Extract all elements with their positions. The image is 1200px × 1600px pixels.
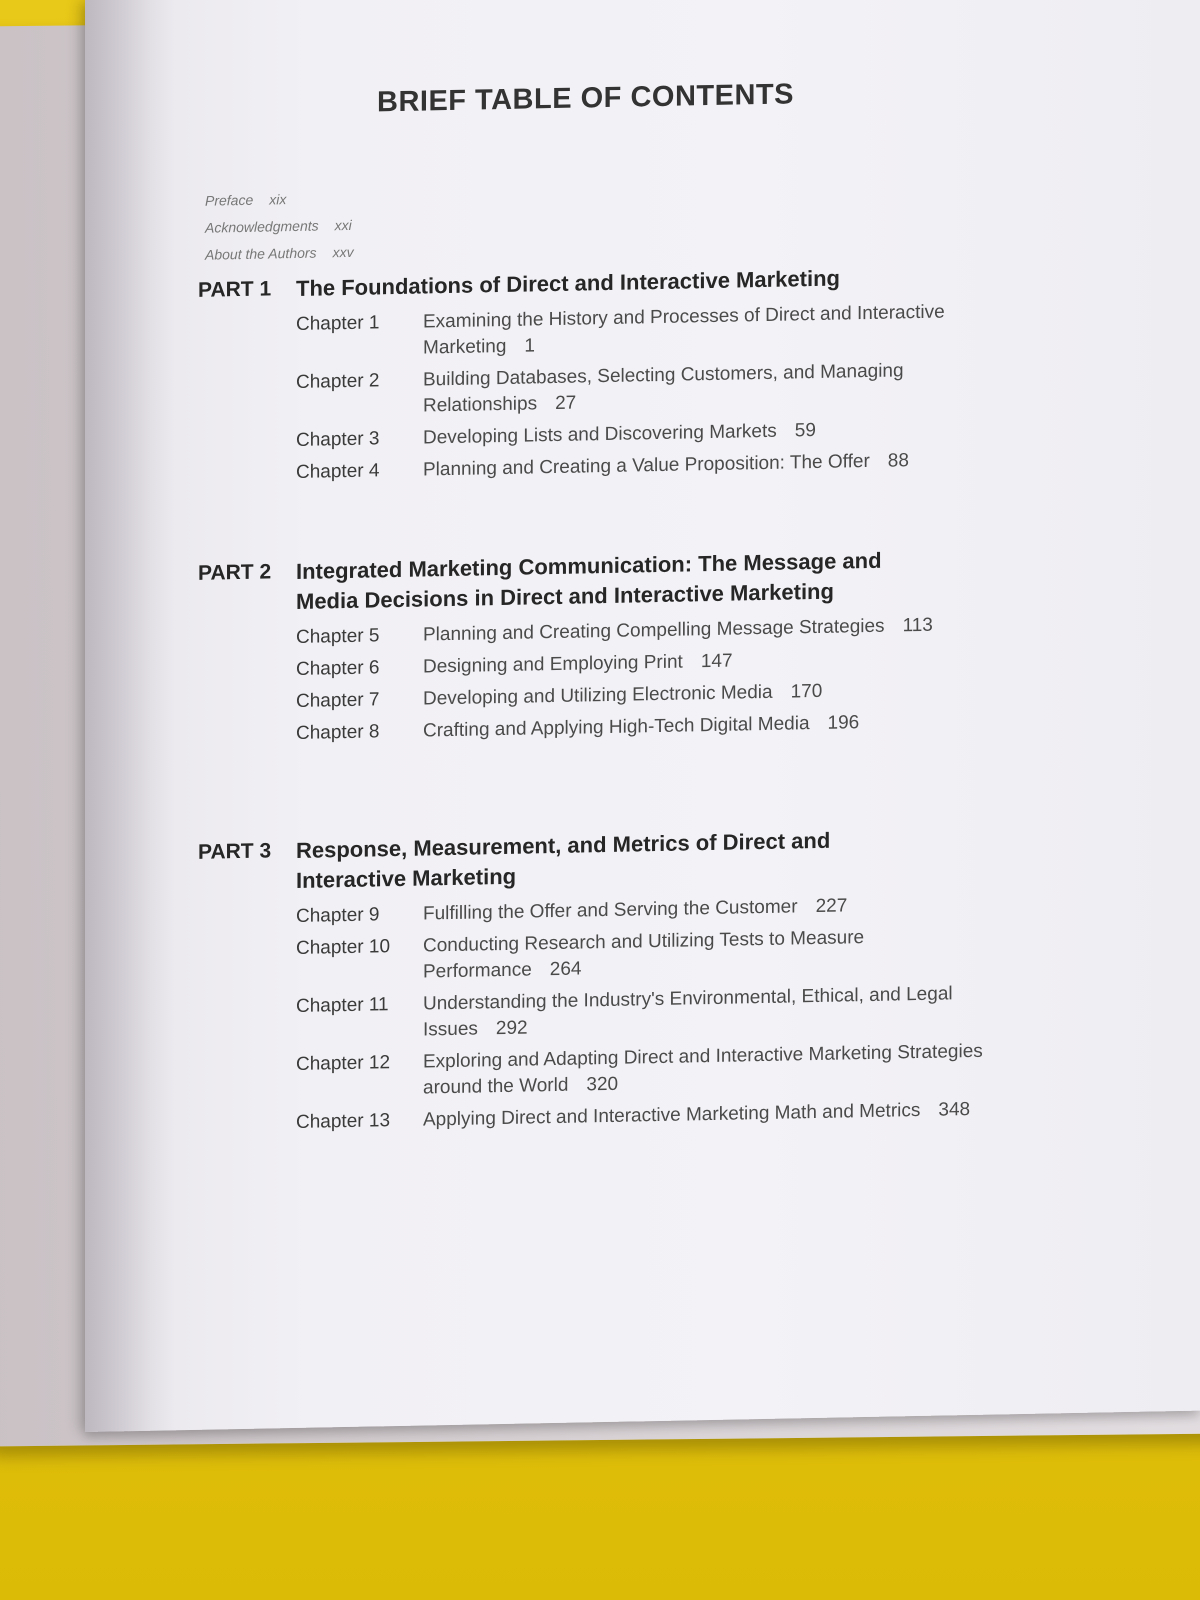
chapter-title: Developing and Utilizing Electronic Media xyxy=(423,681,773,710)
chapter-label: Chapter 11 xyxy=(296,994,389,1017)
chapter-title: Crafting and Applying High-Tech Digital Media xyxy=(423,713,810,742)
front-matter-list xyxy=(205,185,354,269)
chapter-list xyxy=(296,297,1098,486)
chapter-entry xyxy=(296,921,1098,988)
chapter-title-block xyxy=(423,922,1023,986)
chapter-title: Planning and Creating a Value Proposition: The Offer xyxy=(423,450,870,481)
chapter-list xyxy=(296,610,1098,747)
chapter-title-block xyxy=(423,357,968,419)
chapter-label: Chapter 2 xyxy=(296,370,380,393)
chapter-title-block xyxy=(423,612,993,649)
chapter-page: 1 xyxy=(524,335,535,357)
front-matter-page: xxi xyxy=(334,216,352,234)
chapter-title-block xyxy=(423,676,993,713)
chapter-title: Fulfilling the Offer and Serving the Customer xyxy=(423,896,798,925)
chapter-page: 196 xyxy=(827,712,860,734)
page-title: BRIEF TABLE OF CONTENTS xyxy=(377,78,794,119)
front-matter-label: Preface xyxy=(205,191,254,209)
part-heading xyxy=(198,821,1098,898)
chapter-entry xyxy=(296,355,1098,422)
front-matter-item xyxy=(205,239,354,269)
part-number: PART 1 xyxy=(198,277,272,302)
chapter-title-block xyxy=(423,708,993,745)
part-number: PART 3 xyxy=(198,839,272,864)
part-section xyxy=(198,259,1098,494)
chapter-entry xyxy=(296,979,1098,1046)
chapter-page: 292 xyxy=(495,1017,528,1040)
chapter-page: 147 xyxy=(700,650,733,673)
chapter-label: Chapter 12 xyxy=(296,1052,391,1075)
chapter-title-block xyxy=(423,1038,1023,1102)
chapter-page: 320 xyxy=(586,1073,619,1096)
chapter-label: Chapter 4 xyxy=(296,460,380,483)
book-page xyxy=(85,0,1200,1432)
chapter-title-block xyxy=(423,447,968,483)
chapter-label: Chapter 8 xyxy=(296,721,380,744)
chapter-page: 170 xyxy=(790,680,823,703)
chapter-page: 88 xyxy=(887,450,909,472)
chapter-entry xyxy=(296,297,1098,364)
chapter-title-block xyxy=(423,299,968,361)
chapter-title: Applying Direct and Interactive Marketing Math and Metrics xyxy=(423,1099,921,1131)
chapter-label: Chapter 1 xyxy=(296,312,380,335)
chapter-title-block xyxy=(423,644,993,681)
front-matter-item xyxy=(205,185,354,215)
part-section xyxy=(198,542,1098,755)
toc-content xyxy=(85,0,1200,1432)
chapter-page: 113 xyxy=(902,614,933,637)
chapter-label: Chapter 10 xyxy=(296,936,391,959)
chapter-title: Designing and Employing Print xyxy=(423,651,683,678)
chapter-page: 264 xyxy=(549,958,582,981)
chapter-label: Chapter 9 xyxy=(296,904,380,927)
chapter-title-block xyxy=(423,890,1023,928)
chapter-entry xyxy=(296,1037,1098,1104)
chapter-label: Chapter 5 xyxy=(296,625,380,648)
front-matter-item xyxy=(205,212,354,242)
chapter-list xyxy=(296,889,1098,1136)
chapter-label: Chapter 13 xyxy=(296,1110,391,1133)
part-title: Response, Measurement, and Metrics of Direct and Interactive Marketing xyxy=(296,827,831,893)
chapter-label: Chapter 3 xyxy=(296,428,380,451)
chapter-title: Exploring and Adapting Direct and Interactive Marketing Strategies around the World xyxy=(423,1040,983,1099)
chapter-title: Building Databases, Selecting Customers, and Managing Relationships xyxy=(423,360,904,417)
chapter-title: Conducting Research and Utilizing Tests to Measure Performance xyxy=(423,927,865,983)
chapter-label: Chapter 6 xyxy=(296,657,380,680)
part-number: PART 2 xyxy=(198,560,272,585)
chapter-title-block xyxy=(423,980,1023,1044)
chapter-title-block xyxy=(423,415,968,451)
part-heading xyxy=(198,542,1098,619)
chapter-page: 348 xyxy=(938,1099,971,1121)
chapter-page: 227 xyxy=(815,895,848,917)
chapter-title: Developing Lists and Discovering Markets xyxy=(423,420,777,449)
chapter-page: 59 xyxy=(794,419,816,442)
chapter-title: Understanding the Industry's Environmental, Ethical, and Legal Issues xyxy=(423,983,953,1041)
front-matter-label: Acknowledgments xyxy=(205,217,319,236)
chapter-title: Examining the History and Processes of Direct and Interactive Marketing xyxy=(423,301,945,359)
chapter-title: Planning and Creating Compelling Message Strategies xyxy=(423,615,885,646)
part-title: The Foundations of Direct and Interactive Marketing xyxy=(296,265,840,301)
chapter-title-block xyxy=(423,1096,1023,1134)
front-matter-page: xxv xyxy=(332,243,354,261)
part-title: Integrated Marketing Communication: The Message and Media Decisions in Direct and Interactive Marketing xyxy=(296,547,882,614)
front-matter-page: xix xyxy=(269,191,287,208)
chapter-label: Chapter 7 xyxy=(296,689,380,712)
part-section xyxy=(198,821,1098,1144)
chapter-page: 27 xyxy=(555,392,577,414)
front-matter-label: About the Authors xyxy=(205,244,317,263)
